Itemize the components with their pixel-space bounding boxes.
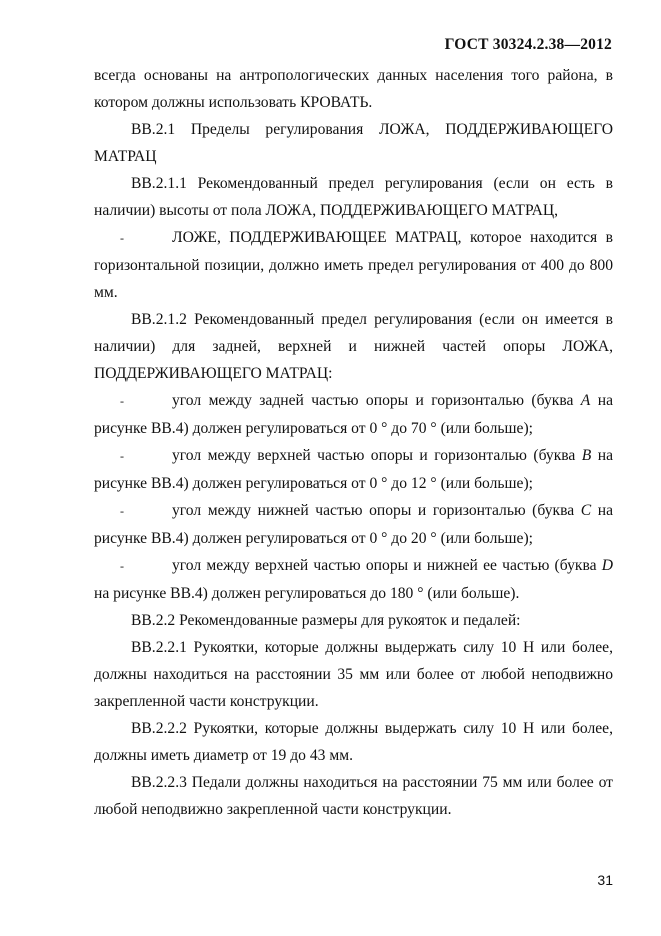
list-item-text: ЛОЖЕ, ПОДДЕРЖИВАЮЩЕЕ МАТРАЦ, которое находится в горизонтальной позиции, должно иметь предел регулирования от 400 до 800 мм. (94, 229, 613, 301)
list-dash-marker: - (120, 559, 124, 573)
clause-bb-2-1-1: ВВ.2.1.1 Рекомендованный предел регулирования (если он есть в наличии) высоты от пола ЛОЖА, ПОДДЕРЖИВАЮЩЕГО МАТРАЦ, (94, 175, 613, 219)
list-item-angle-c (94, 497, 613, 552)
list-dash-marker: - (120, 504, 124, 518)
list-item-text-post: на рисунке ВВ.4) должен регулироваться до 180 ° (или больше). (94, 585, 520, 602)
list-dash-marker: - (120, 231, 124, 245)
figure-letter: A (580, 392, 591, 409)
list-item-text-post: на рисунке ВВ.4) должен регулироваться от 0 ° до 70 ° (или больше); (94, 392, 613, 437)
figure-letter: D (601, 557, 613, 574)
list-item-text-post: на рисунке ВВ.4) должен регулироваться от 0 ° до 20 ° (или больше); (94, 502, 613, 547)
list-item-text-pre: угол между нижней частью опоры и горизонталью (буква (172, 502, 581, 519)
list-item-text-pre: угол между верхней частью опоры и горизонталью (буква (172, 447, 582, 464)
list-item-angle-d (94, 552, 613, 607)
list-item-text-pre: угол между задней частью опоры и горизонталью (буква (172, 392, 581, 409)
list-item-text-pre: угол между верхней частью опоры и нижней ее частью (буква (172, 557, 602, 574)
list-dash-marker: - (120, 449, 124, 463)
paragraph-continuation: всегда основаны на антропологических данных населения того района, в котором должны использовать КРОВАТЬ. (94, 67, 613, 111)
list-item-bed-height (94, 224, 613, 306)
clause-bb-2-1-2: ВВ.2.1.2 Рекомендованный предел регулирования (если он имеется в наличии) для задней, верхней и нижней частей опоры ЛОЖА, ПОДДЕРЖИВАЮЩЕГО МАТРАЦ: (94, 311, 613, 382)
page-number: 31 (597, 872, 613, 888)
figure-letter: C (580, 502, 592, 519)
figure-letter: B (581, 447, 592, 464)
standard-header: ГОСТ 30324.2.38—2012 (444, 36, 612, 53)
list-item-angle-b (94, 442, 613, 497)
list-item-angle-a (94, 387, 613, 442)
clause-bb-2-2-1: ВВ.2.2.1 Рукоятки, которые должны выдержать силу 10 Н или более, должны находиться на расстоянии 35 мм или более от любой неподвижно закрепленной части конструкции. (94, 639, 613, 710)
clause-bb-2-1: ВВ.2.1 Пределы регулирования ЛОЖА, ПОДДЕРЖИВАЮЩЕГО МАТРАЦ (94, 121, 613, 165)
clause-bb-2-2: ВВ.2.2 Рекомендованные размеры для рукояток и педалей: (131, 612, 521, 629)
clause-bb-2-2-2: ВВ.2.2.2 Рукоятки, которые должны выдержать силу 10 Н или более, должны иметь диаметр от 19 до 43 мм. (94, 720, 613, 764)
document-body (94, 62, 613, 823)
list-item-text-post: на рисунке ВВ.4) должен регулироваться от 0 ° до 12 ° (или больше); (94, 447, 613, 492)
clause-bb-2-2-3: ВВ.2.2.3 Педали должны находиться на расстоянии 75 мм или более от любой неподвижно закрепленной части конструкции. (94, 774, 613, 818)
list-dash-marker: - (120, 394, 124, 408)
